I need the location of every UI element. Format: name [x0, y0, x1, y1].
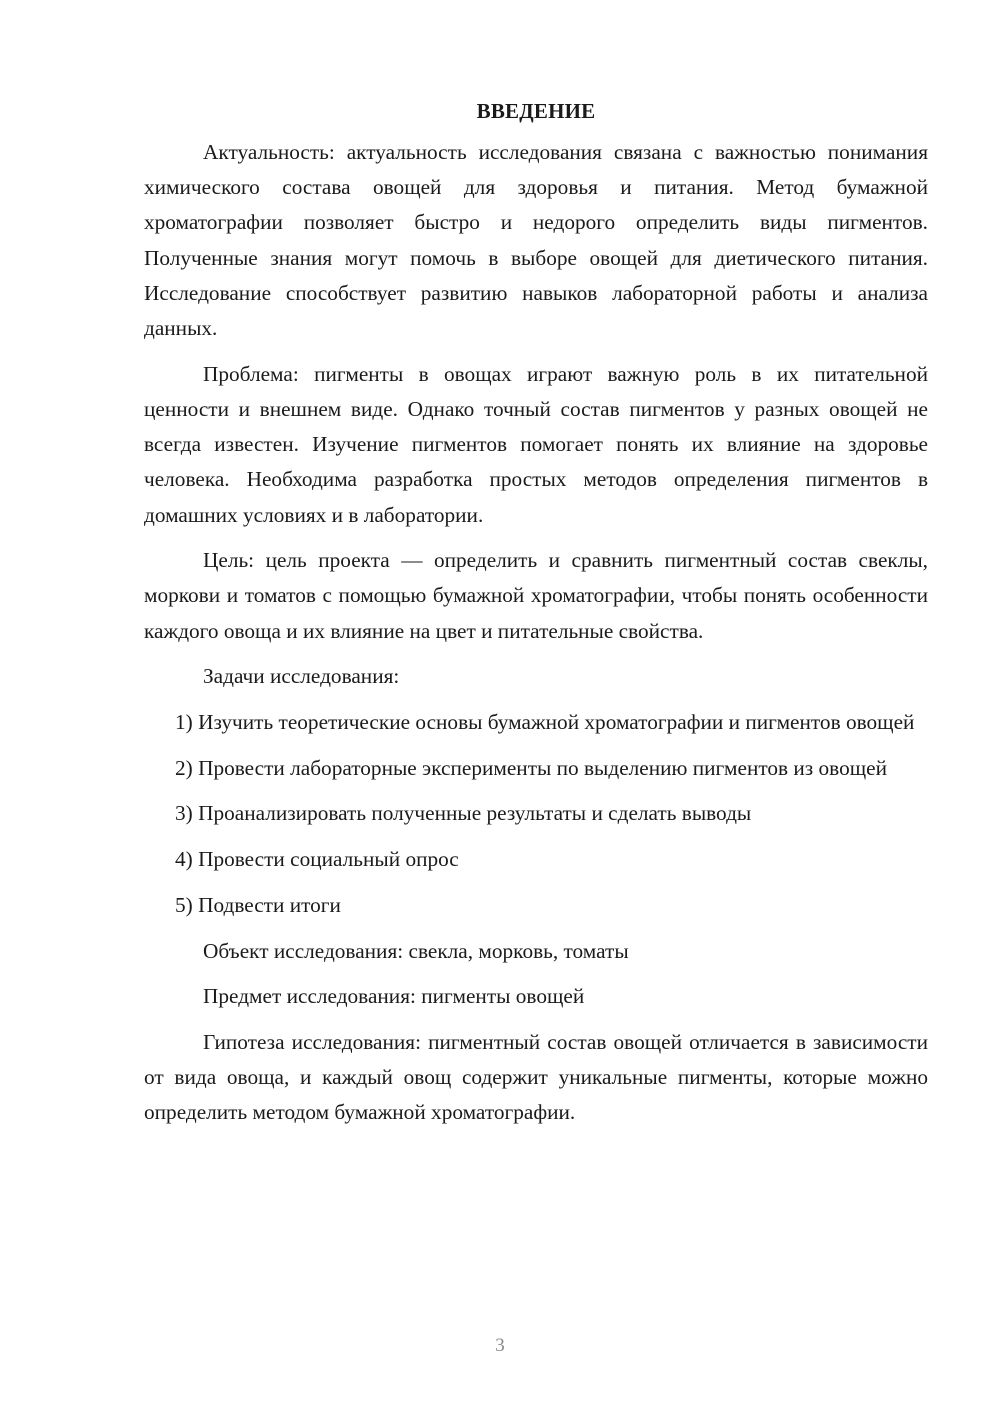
task-item-3: 3) Проанализировать полученные результаты и сделать выводы: [175, 801, 752, 826]
task-item-5: 5) Подвести итоги: [175, 892, 341, 917]
task-item-4: 4) Провести социальный опрос: [175, 847, 459, 872]
goal-paragraph: Цель: цель проекта — определить и сравнить пигментный состав свеклы, моркови и томатов с помощью бумажной хроматографии, чтобы понять особенности каждого овоща и их влияние на цвет и питательные свойства.: [144, 548, 928, 643]
task-item-2: 2) Провести лабораторные эксперименты по выделению пигментов из овощей: [175, 755, 887, 780]
object-paragraph: Объект исследования: свекла, морковь, томаты: [203, 938, 629, 963]
relevance-paragraph: Актуальность: актуальность исследования связана с важностью понимания химического состава овощей для здоровья и питания. Метод бумажной хроматографии позволяет быстро и недорого определить виды пигментов. Полученные знания могут помочь в выборе овощей для диетического питания. Исследование способствует развитию навыков лабораторной работы и анализа данных.: [144, 140, 928, 341]
document-page: [144, 95, 928, 1141]
task-item-1: 1) Изучить теоретические основы бумажной хроматографии и пигментов овощей: [175, 710, 915, 735]
hypothesis-paragraph: Гипотеза исследования: пигментный состав овощей отличается в зависимости от вида овоща, и каждый овощ содержит уникальные пигменты, которые можно определить методом бумажной хроматографии.: [144, 1029, 928, 1125]
tasks-heading: Задачи исследования:: [203, 664, 400, 689]
page-number: 3: [495, 1335, 505, 1356]
problem-paragraph: Проблема: пигменты в овощах играют важную роль в их питательной ценности и внешнем виде. Однако точный состав пигментов у разных овощей не всегда известен. Изучение пигментов помогает понять их влияние на здоровье человека. Необходима разработка простых методов определения пигментов в домашних условиях и в лаборатории.: [144, 361, 928, 527]
subject-paragraph: Предмет исследования: пигменты овощей: [203, 984, 585, 1009]
section-title: ВВЕДЕНИЕ: [476, 99, 596, 123]
